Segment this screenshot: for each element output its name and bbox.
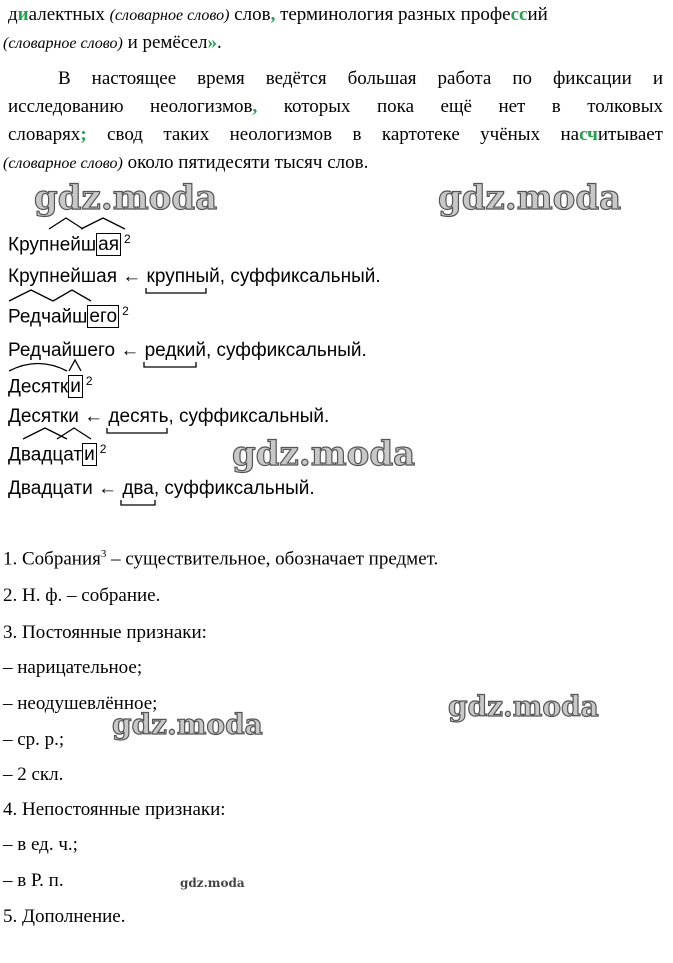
watermark: gdz.moda — [34, 178, 218, 218]
analysis-line: – ср. р.; — [3, 729, 65, 750]
analysis-line: – 2 скл. — [3, 764, 64, 785]
footnote-mark: 2 — [85, 374, 93, 388]
dictionary-word-note: (словарное слово) — [3, 35, 123, 52]
base-stem: редк — [145, 340, 185, 361]
dictionary-word-note: (словарное слово) — [3, 155, 123, 172]
text-fragment: ий — [527, 4, 548, 25]
ending-box: его — [89, 306, 118, 328]
base-stem: десят — [108, 406, 158, 427]
base-stem: два — [122, 478, 154, 499]
text-fragment: алектных — [28, 4, 110, 25]
stem: Крупнейш — [8, 234, 97, 256]
morpheme-parse — [8, 304, 129, 328]
analysis-line: – нарицательное; — [3, 657, 143, 678]
highlight-punct: , — [270, 4, 276, 25]
text-fragment: д — [8, 4, 18, 25]
watermark: gdz.moda — [438, 178, 622, 218]
highlight-letter: сс — [510, 4, 528, 25]
derived-word: Десятки ← — [8, 406, 109, 427]
text-line: В настоящее время ведётся большая работа по фиксации и — [58, 68, 663, 89]
footnote-mark: 3 — [100, 548, 107, 560]
root-arc — [8, 288, 54, 302]
suffix-arc — [52, 288, 92, 302]
text-line — [8, 96, 663, 118]
watermark: gdz.moda — [180, 876, 245, 890]
highlight-letter: и — [17, 4, 29, 25]
text-fragment: . — [216, 32, 222, 53]
analysis-line: 1. Собрания$^3$ – существительное, обозначает предмет. — [3, 548, 439, 570]
text-fragment: итывает — [597, 124, 663, 145]
text-line — [3, 32, 222, 54]
derivation-line — [8, 406, 329, 428]
derived-word: Крупнейшая ← — [8, 266, 147, 287]
derivation-note: ь, суффиксальный. — [158, 406, 330, 427]
morpheme-parse — [8, 232, 131, 256]
analysis-line: 3. Постоянные признаки: — [3, 622, 207, 643]
text-fragment: и ремёсел — [122, 32, 208, 53]
watermark: gdz.moda — [448, 690, 599, 723]
text-fragment: терминология разных профе — [275, 4, 511, 25]
text-fragment: исследованию неологизмов — [8, 96, 253, 117]
analysis-line: 4. Непостоянные признаки: — [3, 799, 226, 820]
dictionary-word-note: (словарное слово) — [109, 7, 230, 24]
morpheme-parse — [8, 374, 93, 398]
text-line — [8, 4, 548, 26]
analysis-line: – в ед. ч.; — [3, 834, 78, 855]
stem: Двадцат — [8, 444, 83, 466]
suffix-arc — [80, 216, 126, 230]
analysis-line: – неодушевлённое; — [3, 693, 158, 714]
footnote-mark: 2 — [124, 232, 131, 246]
derivation-note: ый, суффиксальный. — [195, 266, 381, 287]
derived-word: Двадцати ← — [8, 478, 123, 499]
analysis-line: – в Р. п. — [3, 870, 64, 891]
root-arc — [8, 358, 68, 372]
base-stem: крупн — [147, 266, 196, 287]
root-arc — [48, 216, 84, 230]
ending-box: и — [70, 376, 81, 398]
morpheme-parse — [8, 442, 106, 466]
text-fragment: слов — [229, 4, 271, 25]
text-line — [3, 152, 368, 174]
suffix-arc — [68, 358, 82, 372]
watermark: gdz.moda — [232, 434, 416, 474]
footnote-mark: 2 — [99, 442, 107, 456]
stem: Десятк — [8, 376, 69, 398]
analysis-line: 2. Н. ф. – собрание. — [3, 585, 161, 606]
text-fragment: около пятидесяти тысяч слов. — [122, 152, 369, 173]
ending-box: и — [84, 444, 95, 466]
highlight-punct: ; — [80, 124, 87, 145]
highlight-punct: , — [252, 96, 258, 117]
text-fragment: которых пока ещё нет в толковых — [257, 96, 663, 117]
derivation-note: ий, суффиксальный. — [184, 340, 367, 361]
highlight-punct: » — [207, 32, 217, 53]
derivation-note: , суффиксальный. — [153, 478, 315, 499]
derived-word: Редчайшего ← — [8, 340, 145, 361]
text-line — [8, 124, 663, 146]
text-fragment: словарях — [8, 124, 81, 145]
derivation-line — [8, 478, 315, 500]
footnote-mark: 2 — [122, 304, 129, 318]
suffix-arc — [56, 426, 92, 440]
stem: Редчайш — [8, 306, 88, 328]
highlight-letter: сч — [579, 124, 598, 145]
text-fragment: свод таких неологизмов в картотеке учёных на — [86, 124, 580, 145]
derivation-line — [8, 266, 381, 288]
watermark: gdz.moda — [112, 708, 263, 741]
analysis-line: 5. Дополнение. — [3, 906, 126, 927]
ending-box: ая — [98, 234, 119, 256]
